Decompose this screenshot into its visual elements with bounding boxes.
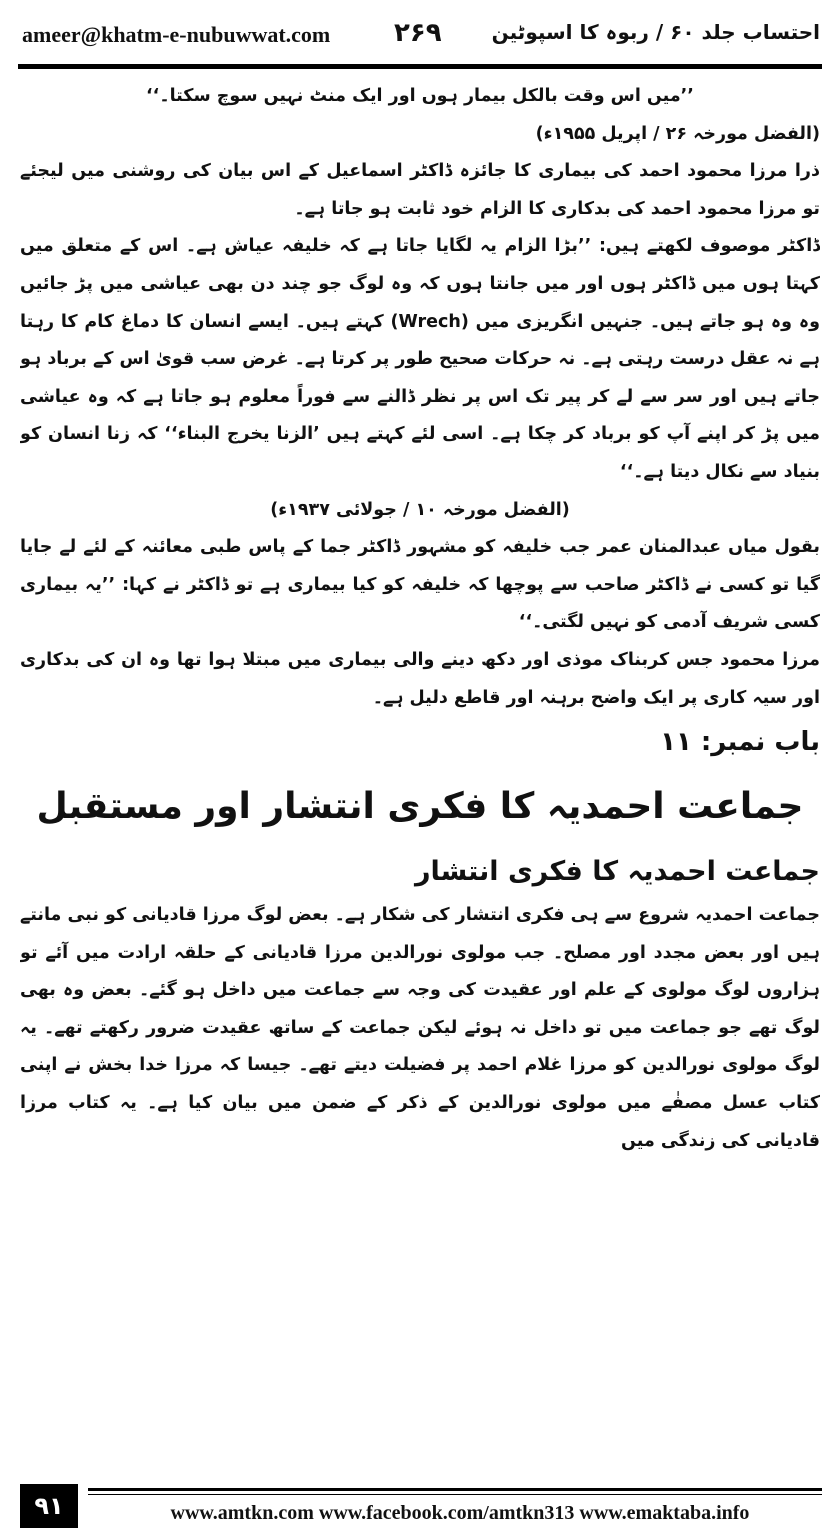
citation-1: (الفضل مورخہ ۲۶ / اپریل ۱۹۵۵ء) [535,123,820,144]
paragraph-4: مرزا محمود جس کربناک موذی اور دکھ دینے والی بیماری میں مبتلا ہوا تھا وہ ان کی بدکاری اور سیہ کاری پر ایک واضح برہنہ اور قاطع دلیل ہے۔ [20,649,820,708]
paragraph-3: بقول میاں عبدالمنان عمر جب خلیفہ کو مشہور ڈاکٹر جما کے پاس طبی معائنہ کے لئے لے جایا گیا تو کسی نے ڈاکٹر صاحب سے پوچھا کہ خلیفہ کو کیا بیماری ہے تو ڈاکٹر نے کہا: ’’یہ بیماری کسی شریف آدمی کو نہیں لگتی۔‘‘ [20,537,820,633]
citation-2: (الفضل مورخہ ۱۰ / جولائی ۱۹۳۷ء) [270,499,570,520]
paragraph-5: جماعت احمدیہ شروع سے ہی فکری انتشار کی شکار ہے۔ بعض لوگ مرزا قادیانی کو نبی مانتے ہیں اور بعض مجدد اور مصلح۔ جب مولوی نورالدین مرزا قادیانی کے حلقہ ارادت میں آئے تو ہزاروں لوگ مولوی کے علم اور عقیدت کی وجہ سے جماعت میں داخل ہو گئے۔ بعض وہ بھی لوگ تھے جو جماعت میں تو داخل نہ ہوئے لیکن جماعت کے ساتھ عقیدت ضرور رکھتے تھے۔ یہ لوگ مولوی نورالدین کو مرزا غلام احمد پر فضیلت دیتے تھے۔ جیسا کہ مرزا خدا بخش نے اپنی کتاب عسل مصفٰے میں مولوی نورالدین کے ذکر کے ضمن میں بیان کیا ہے۔ یہ کتاب مرزا قادیانی کی زندگی میں [20,905,820,1151]
paragraph-1: ذرا مرزا محمود احمد کی بیماری کا جائزہ ڈاکٹر اسماعیل کے اس بیان کی روشنی میں لیجئے تو مرزا محمود احمد کی بدکاری کا الزام خود ثابت ہو جاتا ہے۔ [20,161,820,219]
chapter-label: باب نمبر: ۱۱ [660,727,820,758]
header-email: ameer@khatm-e-nubuwwat.com [22,22,331,47]
paragraph-2: ڈاکٹر موصوف لکھتے ہیں: ’’بڑا الزام یہ لگایا جاتا ہے کہ خلیفہ عیاش ہے۔ اس کے متعلق میں کہتا ہوں میں ڈاکٹر ہوں اور میں جانتا ہوں کہ وہ لوگ جو چند دن بھی عیاشی میں پڑ جائیں وہ وہ ہو جاتے ہیں۔ جنہیں انگریزی میں (Wrech) کہتے ہیں۔ ایسے انسان کا دماغ کام کا رہتا ہے نہ عقل درست رہتی ہے۔ نہ حرکات صحیح طور پر کرتا ہے۔ غرض سب قویٰ اس کے برباد ہو جاتے ہیں اور سر سے لے کر پیر تک اس پر نظر ڈالنے سے فوراً معلوم ہو جاتا ہے کہ وہ عیاشی میں پڑ کر اپنے آپ کو برباد کر چکا ہے۔ اسی لئے کہتے ہیں ’الزنا یخرج البناء‘‘ کہ زنا انسان کو بنیاد سے نکال دیتا ہے۔‘‘ [20,236,820,482]
footer-urls: www.amtkn.com www.facebook.com/amtkn313 www.emaktaba.info [170,1502,750,1524]
header-page-number: ۲۶۹ [394,18,442,48]
page-body [20,78,820,1458]
footer-rule-thin [88,1494,822,1495]
page-header [22,18,820,58]
quote-1: ’’میں اس وقت بالکل بیمار ہوں اور ایک منٹ نہیں سوچ سکتا۔‘‘ [146,86,694,106]
footer-rule [88,1488,822,1491]
section-heading: جماعت احمدیہ کا فکری انتشار [414,856,820,888]
chapter-title: جماعت احمدیہ کا فکری انتشار اور مستقبل [36,786,804,828]
header-rule [18,64,822,69]
footer-page-number: ۹۱ [20,1484,78,1528]
header-book-title: احتساب جلد ۶۰ / ربوہ کا اسپوٹین [491,20,820,44]
